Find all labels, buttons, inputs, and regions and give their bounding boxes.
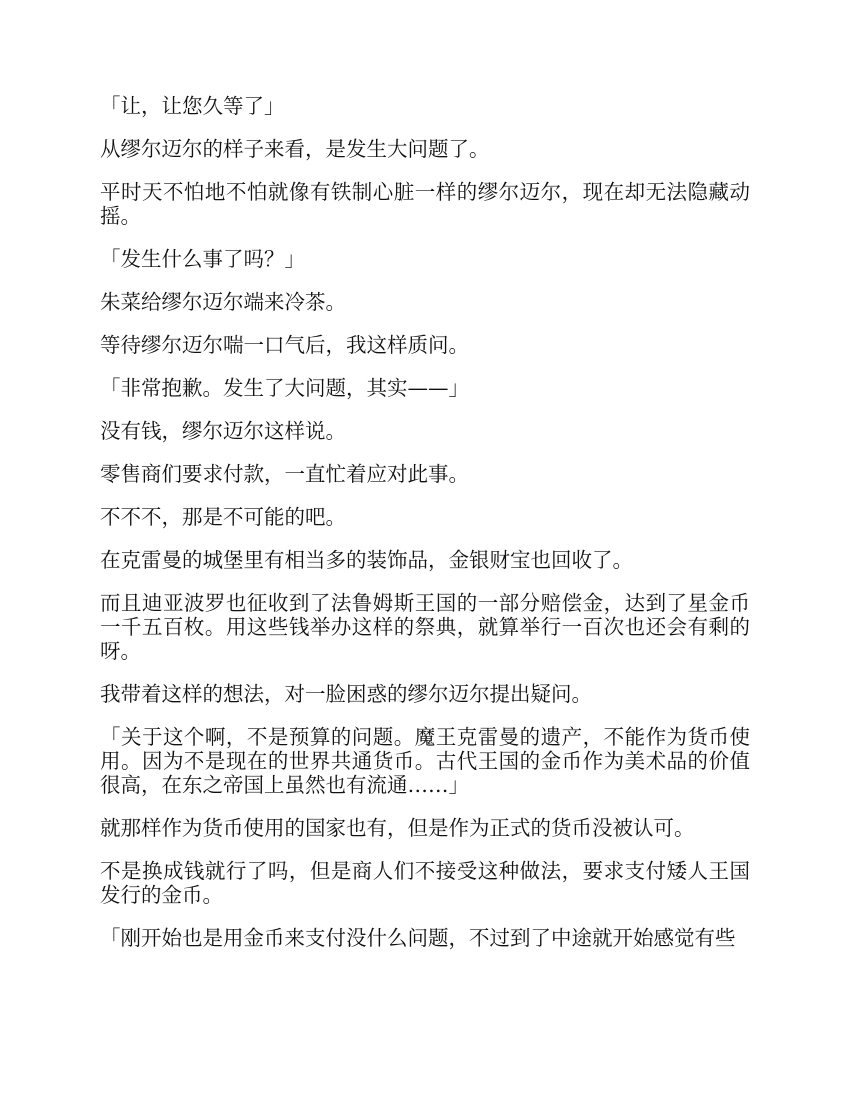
paragraph: 等待缪尔迈尔喘一口气后，我这样质问。 (100, 333, 469, 357)
paragraph: 平时天不怕地不怕就像有铁制心脏一样的缪尔迈尔，现在却无法隐藏动摇。 (100, 180, 750, 228)
paragraph: 不是换成钱就行了吗，但是商人们不接受这种做法，要求支付矮人王国发行的金币。 (100, 859, 750, 907)
paragraph: 「让，让您久等了」 (100, 94, 285, 118)
paragraph: 就那样作为货币使用的国家也有，但是作为正式的货币没被认可。 (100, 816, 695, 840)
paragraph: 我带着这样的想法，对一脸困惑的缪尔迈尔提出疑问。 (100, 682, 592, 706)
paragraph: 「刚开始也是用金币来支付没什么问题，不过到了中途就开始感觉有些 (100, 926, 736, 950)
paragraph: 从缪尔迈尔的样子来看，是发生大问题了。 (100, 137, 490, 161)
paragraph: 不不不，那是不可能的吧。 (100, 505, 346, 529)
paragraph: 在克雷曼的城堡里有相当多的装饰品，金银财宝也回收了。 (100, 548, 633, 572)
paragraph: 而且迪亚波罗也征收到了法鲁姆斯王国的一部分赔偿金，达到了星金币一千五百枚。用这些钱举办这样的祭典，就算举行一百次也还会有剩的呀。 (100, 591, 750, 663)
paragraph: 没有钱，缪尔迈尔这样说。 (100, 419, 346, 443)
document-page (100, 94, 750, 969)
paragraph: 「关于这个啊，不是预算的问题。魔王克雷曼的遗产，不能作为货币使用。因为不是现在的世界共通货币。古代王国的金币作为美术品的价值很高，在东之帝国上虽然也有流通……」 (100, 725, 750, 797)
paragraph: 「非常抱歉。发生了大问题，其实——」 (100, 376, 469, 400)
paragraph: 零售商们要求付款，一直忙着应对此事。 (100, 462, 469, 486)
paragraph: 朱菜给缪尔迈尔端来冷茶。 (100, 290, 346, 314)
paragraph: 「发生什么事了吗？」 (100, 247, 305, 271)
